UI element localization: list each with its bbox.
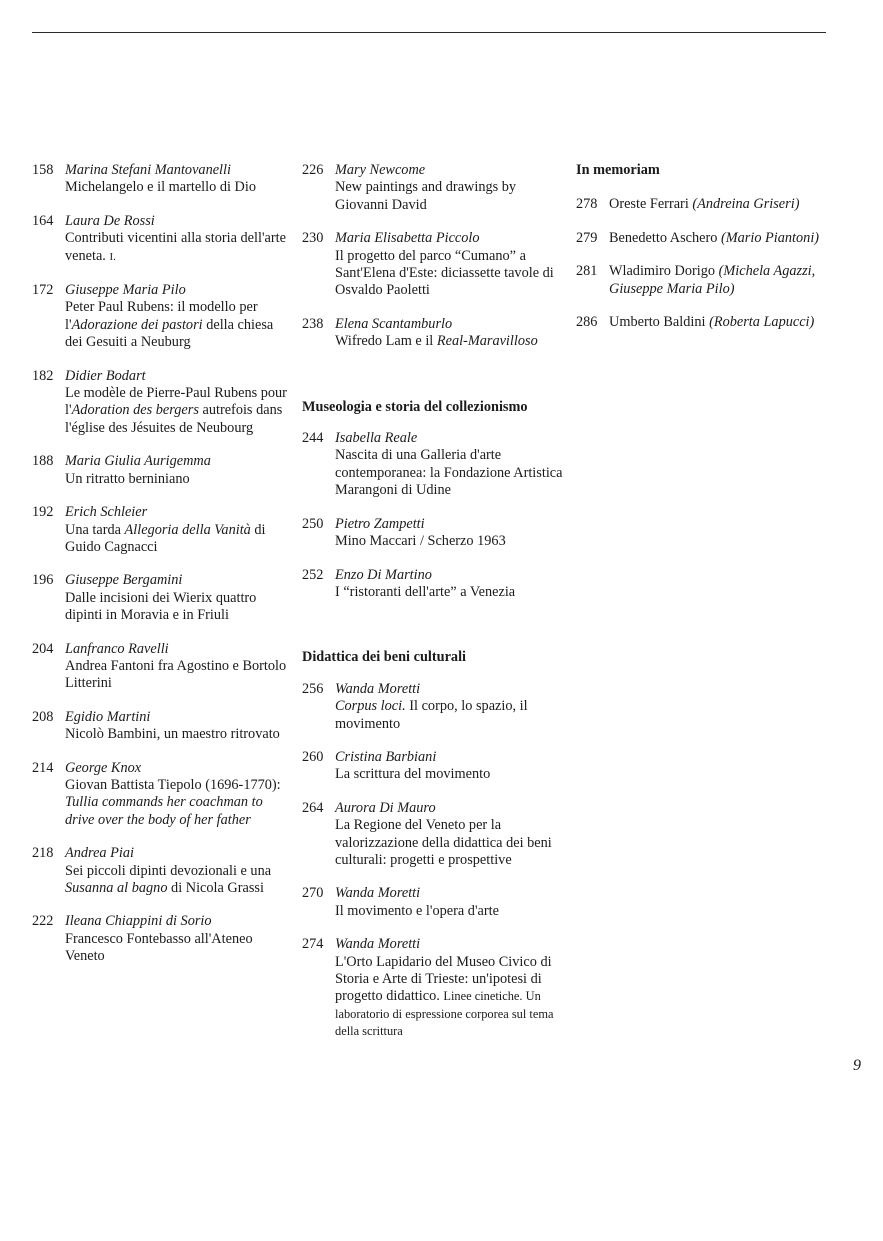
- entry-author: Egidio Martini: [65, 708, 151, 725]
- entry-author: Aurora Di Mauro: [335, 799, 436, 816]
- toc-entry: [302, 162, 564, 214]
- toc-entry: [302, 885, 564, 920]
- page-number: 281: [576, 263, 598, 280]
- entry-author: Laura De Rossi: [65, 212, 155, 229]
- toc-entry: [302, 516, 564, 551]
- toc-entry: [576, 314, 866, 331]
- entry-title: Benedetto Aschero: [609, 229, 718, 246]
- page-number: 252: [302, 566, 324, 583]
- page-number: 222: [32, 913, 54, 930]
- entry-author: Wanda Moretti: [335, 936, 421, 953]
- entry-author: Ileana Chiappini di Sorio: [65, 913, 212, 930]
- toc-entry: [576, 263, 866, 298]
- entry-title: Contributi vicentini alla storia dell'arte veneta. I.: [65, 230, 286, 264]
- entry-title: Mino Maccari / Scherzo 1963: [335, 533, 506, 550]
- page-number: 278: [576, 196, 598, 213]
- entry-author: Erich Schleier: [65, 504, 148, 521]
- page-number: 264: [302, 799, 324, 816]
- toc-entry: [32, 845, 290, 897]
- entry-title: Una tarda Allegoria della Vanità di Guido Cagnacci: [65, 521, 266, 555]
- folio-page-number: 9: [853, 1057, 861, 1074]
- entry-author: Giuseppe Maria Pilo: [65, 282, 186, 299]
- entry-author: (Michela Agazzi, Giuseppe Maria Pilo): [609, 263, 816, 297]
- page-number: 279: [576, 229, 598, 246]
- entry-title: La scrittura del movimento: [335, 766, 491, 783]
- entry-author: Elena Scantamburlo: [335, 315, 453, 332]
- entry-title: Francesco Fontebasso all'Ateneo Veneto: [65, 930, 253, 965]
- toc-entry: [32, 760, 290, 830]
- toc-column-2: [302, 162, 564, 1041]
- toc-entry: [32, 913, 290, 965]
- entry-title: I “ristoranti dell'arte” a Venezia: [335, 583, 516, 600]
- toc-column-3: [576, 162, 866, 331]
- toc-entry: [32, 282, 290, 352]
- entry-title: New paintings and drawings by Giovanni David: [335, 179, 517, 213]
- entry-author: Lanfranco Ravelli: [65, 640, 169, 657]
- entry-author: Maria Giulia Aurigemma: [65, 453, 211, 470]
- entry-author: Maria Elisabetta Piccolo: [335, 230, 480, 247]
- entry-author: (Andreina Griseri): [692, 196, 800, 213]
- page-number: 238: [302, 315, 324, 332]
- toc-entry: [302, 230, 564, 300]
- entry-author: George Knox: [65, 759, 142, 776]
- entry-title: Un ritratto berniniano: [65, 470, 190, 487]
- entry-author: Marina Stefani Mantovanelli: [65, 162, 231, 178]
- page-number: 192: [32, 504, 54, 521]
- entry-author: Pietro Zampetti: [335, 515, 425, 532]
- toc-entry: [32, 162, 290, 197]
- top-rule: [32, 32, 826, 33]
- toc-entry: [32, 213, 290, 266]
- entry-author: Mary Newcome: [335, 162, 426, 178]
- page-number: 172: [32, 282, 54, 299]
- entry-title: Giovan Battista Tiepolo (1696-1770): Tullia commands her coachman to drive over the body of her father: [65, 776, 281, 828]
- toc-entry: [302, 681, 564, 733]
- toc-entry: [576, 230, 866, 247]
- entry-title: Corpus loci. Il corpo, lo spazio, il movimento: [335, 698, 528, 732]
- toc-entry: [302, 749, 564, 784]
- page-number: 244: [302, 430, 324, 447]
- toc-entry: [302, 936, 564, 1040]
- volume-marker: I.: [109, 250, 116, 263]
- page-number: 196: [32, 572, 54, 589]
- page-number: 274: [302, 936, 324, 953]
- entry-author: Wanda Moretti: [335, 680, 421, 697]
- page-number: 218: [32, 845, 54, 862]
- entry-title: La Regione del Veneto per la valorizzazione della didattica dei beni culturali: progetti e prospettive: [335, 817, 552, 868]
- entry-subtitle: Linee cinetiche. Un laboratorio di espressione corporea sul tema della scrittura: [335, 989, 554, 1039]
- page-number: 208: [32, 708, 54, 725]
- toc-entry: [576, 196, 866, 213]
- page-number: 204: [32, 640, 54, 657]
- page-number: 270: [302, 885, 324, 902]
- entry-author: Enzo Di Martino: [335, 566, 432, 583]
- section-heading-museologia: Museologia e storia del collezionismo: [302, 398, 528, 415]
- entry-author: (Mario Piantoni): [720, 229, 820, 246]
- entry-title: Nascita di una Galleria d'arte contemporanea: la Fondazione Artistica Marangoni di Udine: [335, 447, 563, 499]
- toc-entry: [302, 316, 564, 351]
- toc-entry: [302, 800, 564, 870]
- entry-author: Wanda Moretti: [335, 885, 421, 902]
- toc-entry: [32, 504, 290, 556]
- entry-title: Andrea Fantoni fra Agostino e Bortolo Litterini: [65, 657, 287, 692]
- entry-title: Wladimiro Dorigo: [609, 263, 716, 280]
- entry-title: Le modèle de Pierre-Paul Rubens pour l'Adoration des bergers autrefois dans l'église des Jésuites de Neubourg: [65, 385, 287, 436]
- toc-entry: [302, 430, 564, 500]
- entry-title: Nicolò Bambini, un maestro ritrovato: [65, 726, 280, 743]
- page-number: 230: [302, 230, 324, 247]
- entry-title: Umberto Baldini: [609, 314, 706, 331]
- toc-entry: [32, 709, 290, 744]
- section-heading-memoriam: In memoriam: [576, 162, 660, 178]
- entry-title: L'Orto Lapidario del Museo Civico di Storia e Arte di Trieste: un'ipotesi di progetto didattico. Linee cinetiche. Un laboratorio di espressione corporea sul tema della scrittura: [335, 953, 554, 1039]
- page-number: 256: [302, 680, 324, 697]
- entry-title: Il progetto del parco “Cumano” a Sant'Elena d'Este: diciassette tavole di Osvaldo Paoletti: [335, 247, 554, 299]
- toc-entry: [32, 453, 290, 488]
- page-number: 182: [32, 367, 54, 384]
- page-number: 286: [576, 314, 598, 331]
- page-number: 214: [32, 759, 54, 776]
- page-number: 158: [32, 162, 54, 178]
- toc-column-1: [32, 162, 290, 966]
- entry-title: Oreste Ferrari: [609, 196, 689, 213]
- entry-author: Andrea Piai: [65, 845, 134, 862]
- entry-author: Didier Bodart: [65, 367, 146, 384]
- page-number: 164: [32, 212, 54, 229]
- entry-author: (Roberta Lapucci): [709, 314, 815, 331]
- entry-title: Sei piccoli dipinti devozionali e una Susanna al bagno di Nicola Grassi: [65, 862, 272, 896]
- page-number: 250: [302, 515, 324, 532]
- page-number: 260: [302, 748, 324, 765]
- entry-title: Il movimento e l'opera d'arte: [335, 902, 499, 919]
- toc-entry: [32, 572, 290, 624]
- entry-title: Dalle incisioni dei Wierix quattro dipinti in Moravia e in Friuli: [65, 589, 257, 624]
- section-heading-didattica: Didattica dei beni culturali: [302, 649, 467, 666]
- toc-entry: [32, 368, 290, 438]
- entry-title: Peter Paul Rubens: il modello per l'Adorazione dei pastori della chiesa dei Gesuiti a Neuburg: [65, 299, 274, 351]
- toc-entry: [32, 641, 290, 693]
- page-number: 188: [32, 453, 54, 470]
- entry-author: Cristina Barbiani: [335, 748, 437, 765]
- entry-title: Wifredo Lam e il Real-Maravilloso: [335, 333, 538, 350]
- entry-author: Giuseppe Bergamini: [65, 572, 183, 589]
- entry-title: Michelangelo e il martello di Dio: [65, 179, 256, 196]
- page-number: 226: [302, 162, 324, 178]
- entry-author: Isabella Reale: [335, 430, 418, 447]
- toc-entry: [302, 567, 564, 602]
